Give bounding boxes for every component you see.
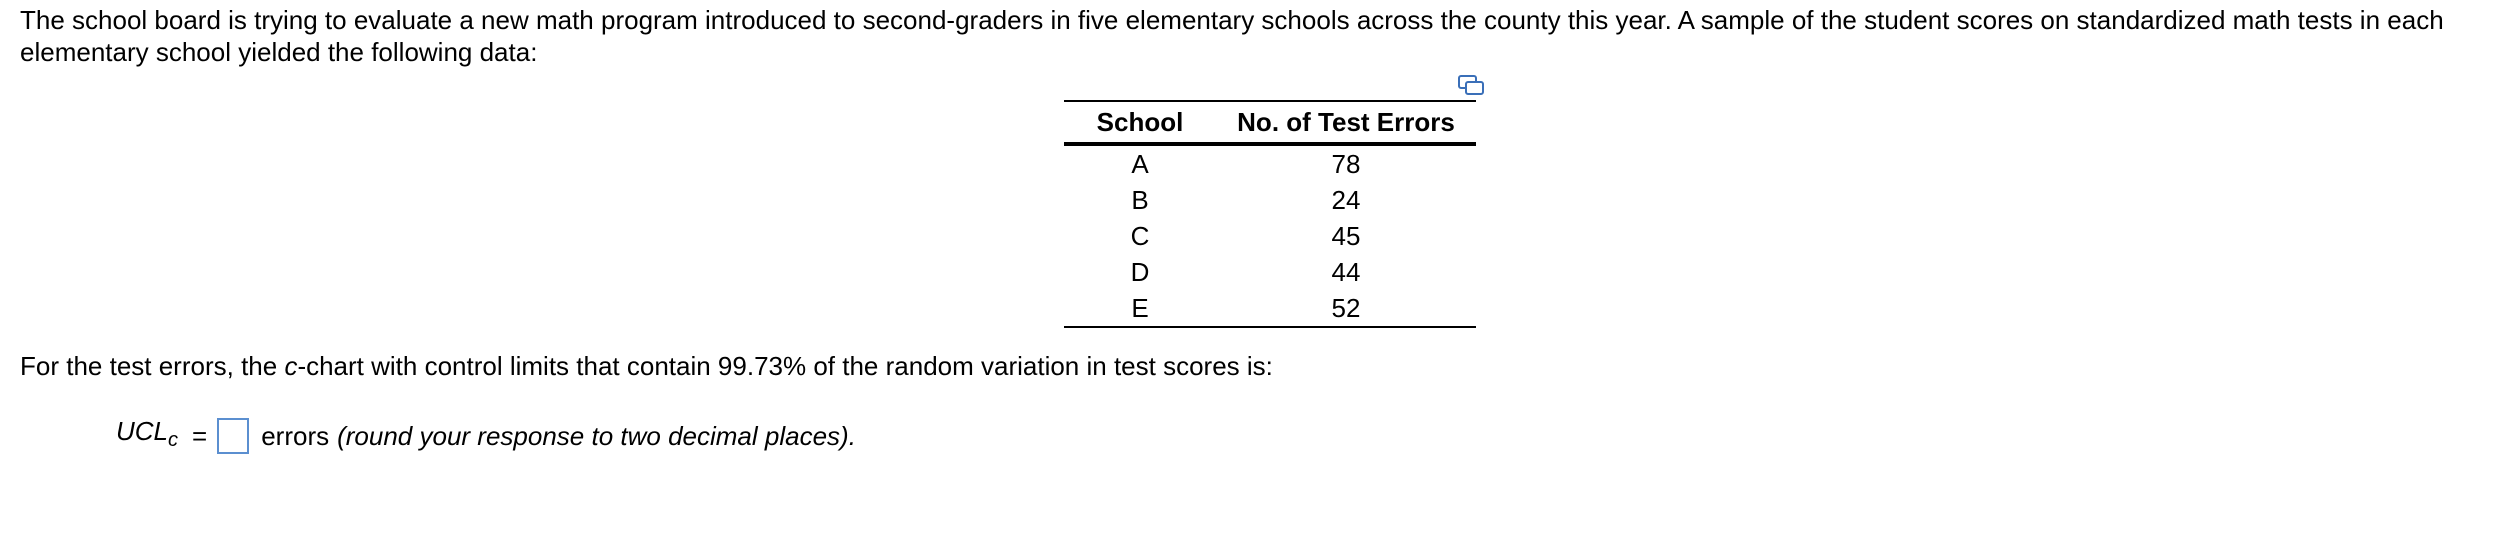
ucl-label-subscript: c <box>168 429 179 451</box>
header-school: School <box>1064 101 1216 144</box>
table-row <box>1064 254 1476 290</box>
school-cell: C <box>1130 220 1150 251</box>
question-text <box>20 350 1273 382</box>
school-cell: D <box>1130 256 1150 287</box>
rounding-instruction: (round your response to two decimal places). <box>337 420 856 451</box>
header-test-errors: No. of Test Errors <box>1216 101 1476 144</box>
errors-cell: 45 <box>1331 220 1361 251</box>
ucl-label <box>116 413 178 458</box>
table-row <box>1064 290 1476 327</box>
unit-label: errors <box>261 420 330 451</box>
errors-cell: 44 <box>1331 256 1361 287</box>
school-cell: B <box>1131 184 1149 215</box>
ucl-answer-row <box>116 413 856 458</box>
errors-cell: 52 <box>1216 290 1476 327</box>
school-cell: A <box>1131 148 1149 179</box>
table-row <box>1064 218 1476 254</box>
copy-data-icon[interactable] <box>1458 74 1484 96</box>
ucl-answer-input[interactable] <box>217 418 249 454</box>
equals-sign: = <box>192 420 208 451</box>
table-row <box>1064 182 1476 218</box>
school-cell: E <box>1064 290 1216 327</box>
data-table <box>1064 100 1476 328</box>
errors-cell: 24 <box>1331 184 1361 215</box>
ucl-label-text: UCL <box>116 416 169 446</box>
errors-cell: 78 <box>1331 148 1361 179</box>
question-text-end: -chart with control limits that contain 99.73% of the random variation in test scores is: <box>297 351 1273 381</box>
question-text-start: For the test errors, the <box>20 351 285 381</box>
question-text-italic: c <box>284 351 298 381</box>
table-header-row <box>1064 101 1476 144</box>
table-row <box>1064 144 1476 182</box>
data-table-container <box>1064 100 1476 328</box>
problem-intro: The school board is trying to evaluate a new math program introduced to second-graders in five elementary schools across the county this year. A sample of the student scores on standardized math tests in each elementary school yielded the following data: <box>20 5 2444 67</box>
